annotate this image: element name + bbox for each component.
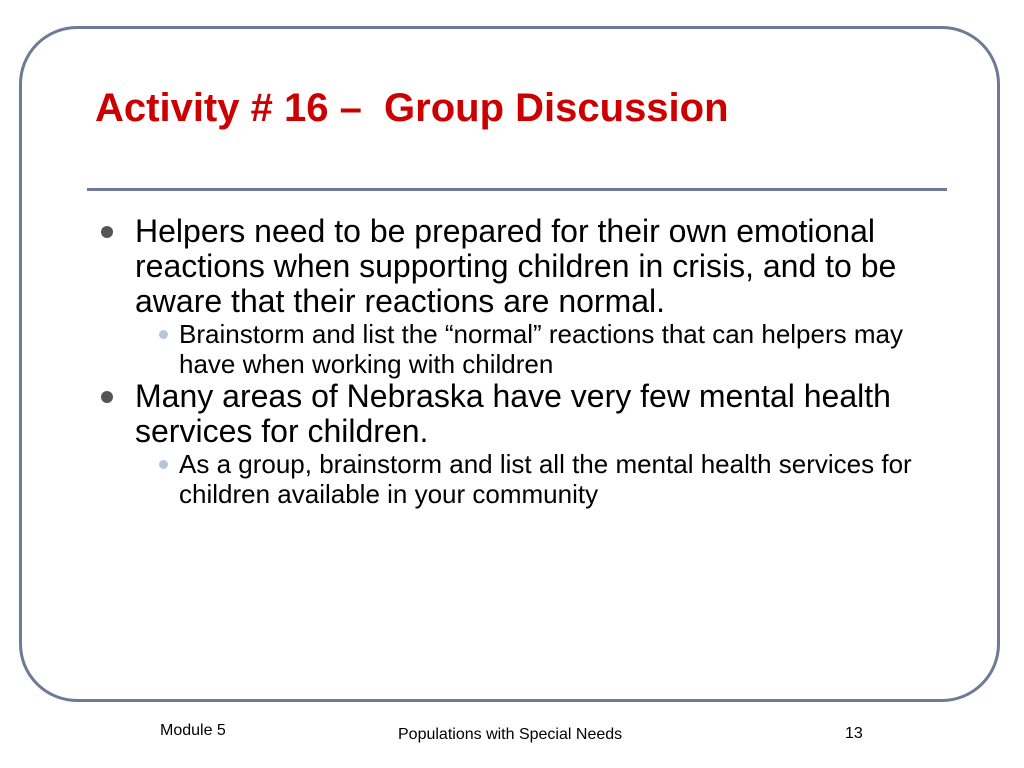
bullet-dot-icon [101,226,113,238]
footer-module-label: Module 5 [160,722,226,739]
bullet-dot-icon [101,391,113,403]
sub-bullet-item [179,319,955,379]
sub-bullet-text: As a group, brainstorm and list all the mental health services for children available in your community [179,449,912,509]
sub-bullet-dot-icon [159,330,168,339]
slide-content [95,214,955,509]
slide-title: Activity # 16 – Group Discussion [95,86,729,130]
sub-bullet-text: Brainstorm and list the “normal” reactions that can helpers may have when working with children [179,319,903,379]
sub-bullet-dot-icon [159,460,168,469]
bullet-item [95,214,955,319]
title-divider [87,188,947,191]
bullet-text: Many areas of Nebraska have very few mental health services for children. [135,378,891,449]
sub-bullet-item [179,449,955,509]
bullet-text: Helpers need to be prepared for their own emotional reactions when supporting children in crisis, and to be aware that their reactions are normal. [135,213,897,319]
footer-title: Populations with Special Needs [398,726,623,743]
slide-number: 13 [845,725,863,742]
bullet-item [95,379,955,449]
